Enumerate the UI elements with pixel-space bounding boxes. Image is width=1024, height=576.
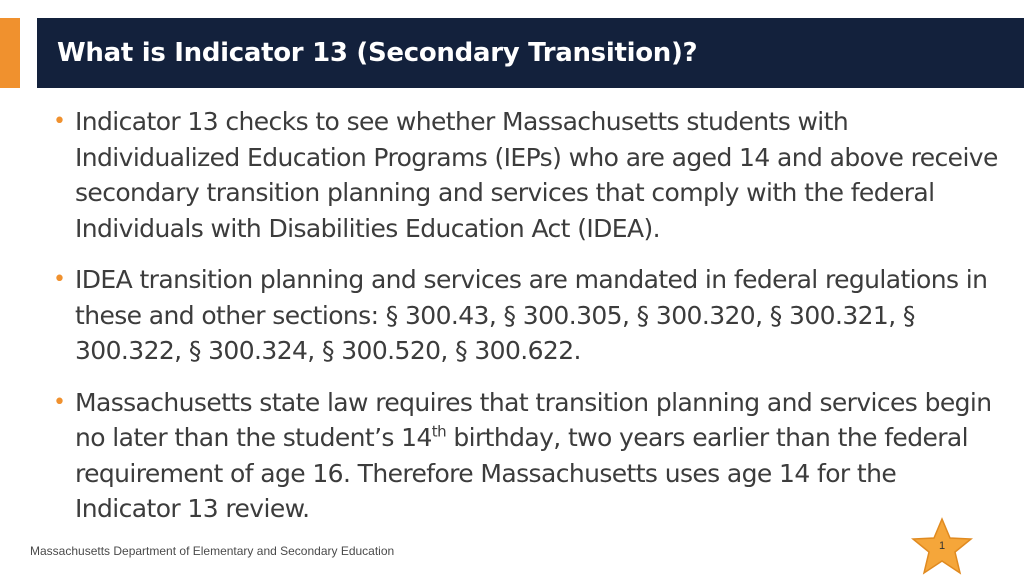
page-number: 1 (938, 540, 946, 552)
bullet-text: IDEA transition planning and services are mandated in federal regulations in these and other sections: § 300.43, § 300.305, § 300.320, § 300.321, § 300.322, § 300.324, § 300.520, § 300.622. (75, 265, 988, 365)
bullet-dot-icon: • (53, 389, 66, 415)
bullet-item (53, 104, 1008, 246)
bullet-list (53, 104, 1008, 543)
bullet-text-after: birthday, two years earlier than the federal requirement of age 16. Therefore Massachusetts uses age 14 for the Indicator 13 review. (75, 423, 968, 523)
ordinal-suffix: th (431, 422, 446, 441)
bullet-dot-icon: • (53, 109, 66, 134)
title-bar (37, 18, 1024, 88)
slide-title: What is Indicator 13 (Secondary Transition)? (57, 38, 698, 68)
bullet-dot-icon: • (53, 267, 66, 292)
bullet-text-before: Massachusetts state law requires that transition planning and services begin no later than the student’s 14 (75, 387, 992, 452)
title-accent-bar (0, 18, 20, 88)
bullet-item (53, 262, 1008, 369)
bullet-text: Indicator 13 checks to see whether Massachusetts students with Individualized Education Programs (IEPs) who are aged 14 and above receive secondary transition planning and services that comply with the federal Individuals with Disabilities Education Act (IDEA). (75, 107, 998, 243)
bullet-item (53, 385, 1008, 527)
footer-organization: Massachusetts Department of Elementary and Secondary Education (30, 544, 395, 558)
